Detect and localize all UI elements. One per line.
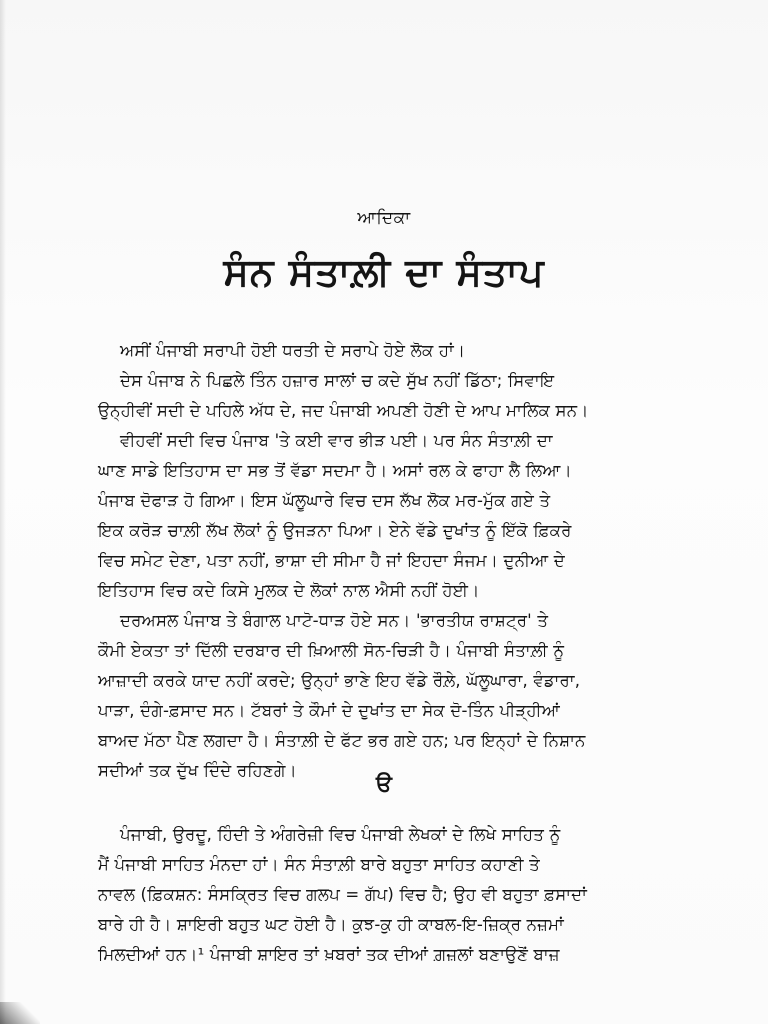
chapter-label: ਆਦਿਕਾ bbox=[357, 208, 411, 228]
text-line: ਸਦੀਆਂ ਤਕ ਦੁੱਖ ਦਿੰਦੇ ਰਹਿਣਗੇ। bbox=[98, 761, 297, 780]
body-paragraphs bbox=[98, 336, 718, 786]
text-line: ਪੰਜਾਬ ਦੋਫਾੜ ਹੋ ਗਿਆ। ਇਸ ਘੱਲੂਘਾਰੇ ਵਿਚ ਦਸ ਲੱਖ ਲੋਕ ਮਰ-ਮੁੱਕ ਗਏ ਤੇ bbox=[98, 491, 551, 510]
text-line: ਦੇਸ ਪੰਜਾਬ ਨੇ ਪਿਛਲੇ ਤਿੰਨ ਹਜ਼ਾਰ ਸਾਲਾਂ ਚ ਕਦੇ ਸੁੱਖ ਨਹੀਂ ਡਿੱਠਾ; ਸਿਵਾਇ bbox=[120, 371, 555, 390]
text-line: ਇਕ ਕਰੋੜ ਚਾਲ਼ੀ ਲੱਖ ਲੋਕਾਂ ਨੂੰ ਉਜੜਨਾ ਪਿਆ। ਏਨੇ ਵੱਡੇ ਦੁਖਾਂਤ ਨੂੰ ਇੱਕੋ ਫ਼ਿਕਰੇ bbox=[98, 521, 572, 540]
chapter-title: ਸੰਨ ਸੰਤਾਲ਼ੀ ਦਾ ਸੰਤਾਪ bbox=[223, 250, 545, 294]
scan-corner-shadow bbox=[0, 1002, 40, 1024]
text-line: ਵੀਹਵੀਂ ਸਦੀ ਵਿਚ ਪੰਜਾਬ 'ਤੇ ਕਈ ਵਾਰ ਭੀੜ ਪਈ। ਪਰ ਸੰਨ ਸੰਤਾਲ਼ੀ ਦਾ bbox=[120, 431, 553, 450]
text-line: ਕੌਮੀ ਏਕਤਾ ਤਾਂ ਦਿੱਲੀ ਦਰਬਾਰ ਦੀ ਖ਼ਿਆਲੀ ਸੋਨ-ਚਿੜੀ ਹੈ। ਪੰਜਾਬੀ ਸੰਤਾਲ਼ੀ ਨੂੰ bbox=[98, 641, 565, 660]
text-line: ਪੰਜਾਬੀ, ਉਰਦੂ, ਹਿੰਦੀ ਤੇ ਅੰਗਰੇਜ਼ੀ ਵਿਚ ਪੰਜਾਬੀ ਲੇਖਕਾਂ ਦੇ ਲਿਖੇ ਸਾਹਿਤ ਨੂੰ bbox=[120, 825, 561, 844]
text-line: ਅਸੀਂ ਪੰਜਾਬੀ ਸਰਾਪੀ ਹੋਈ ਧਰਤੀ ਦੇ ਸਰਾਪੇ ਹੋਏ ਲੋਕ ਹਾਂ। bbox=[120, 341, 466, 360]
text-line: ਬਾਰੇ ਹੀ ਹੈ। ਸ਼ਾਇਰੀ ਬਹੁਤ ਘਟ ਹੋਈ ਹੈ। ਕੁਝ-ਕੁ ਹੀ ਕਾਬਲ-ਇ-ਜ਼ਿਕ੍ਰ ਨਜ਼ਮਾਂ bbox=[98, 915, 564, 934]
body-paragraphs-2 bbox=[98, 820, 718, 970]
text-line: ਉਨ੍ਹੀਵੀਂ ਸਦੀ ਦੇ ਪਹਿਲੇ ਅੱਧ ਦੇ, ਜਦ ਪੰਜਾਬੀ ਅਪਣੀ ਹੋਣੀ ਦੇ ਆਪ ਮਾਲਿਕ ਸਨ। bbox=[98, 401, 589, 420]
text-line: ਬਾਅਦ ਮੱਠਾ ਪੈਣ ਲਗਦਾ ਹੈ। ਸੰਤਾਲ਼ੀ ਦੇ ਫੱਟ ਭਰ ਗਏ ਹਨ; ਪਰ ਇਨ੍ਹਾਂ ਦੇ ਨਿਸ਼ਾਨ bbox=[98, 731, 586, 750]
text-line: ਇਤਿਹਾਸ ਵਿਚ ਕਦੇ ਕਿਸੇ ਮੁਲਕ ਦੇ ਲੋਕਾਂ ਨਾਲ ਐਸੀ ਨਹੀਂ ਹੋਈ। bbox=[98, 581, 480, 600]
text-line: ਵਿਚ ਸਮੇਟ ਦੇਣਾ, ਪਤਾ ਨਹੀਂ, ਭਾਸ਼ਾ ਦੀ ਸੀਮਾ ਹੈ ਜਾਂ ਇਹਦਾ ਸੰਜਮ। ਦੁਨੀਆ ਦੇ bbox=[98, 551, 565, 570]
text-line: ਮੈਂ ਪੰਜਾਬੀ ਸਾਹਿਤ ਮੰਨਦਾ ਹਾਂ। ਸੰਨ ਸੰਤਾਲ਼ੀ ਬਾਰੇ ਬਹੁਤਾ ਸਾਹਿਤ ਕਹਾਣੀ ਤੇ bbox=[98, 855, 540, 874]
section-separator-glyph: ੳ bbox=[376, 772, 392, 797]
text-line: ਮਿਲਦੀਆਂ ਹਨ।¹ ਪੰਜਾਬੀ ਸ਼ਾਇਰ ਤਾਂ ਖ਼ਬਰਾਂ ਤਕ ਦੀਆਂ ਗ਼ਜ਼ਲਾਂ ਬਣਾਉਣੋਂ ਬਾਜ਼ bbox=[98, 945, 560, 964]
text-line: ਪਾੜਾ, ਦੰਗੇ-ਫ਼ਸਾਦ ਸਨ। ਟੱਬਰਾਂ ਤੇ ਕੌਮਾਂ ਦੇ ਦੁਖਾਂਤ ਦਾ ਸੇਕ ਦੋ-ਤਿੰਨ ਪੀੜ੍ਹੀਆਂ bbox=[98, 701, 560, 720]
text-line: ਦਰਅਸਲ ਪੰਜਾਬ ਤੇ ਬੰਗਾਲ ਪਾਟੋ-ਧਾੜ ਹੋਏ ਸਨ। 'ਭਾਰਤੀਯ ਰਾਸ਼ਟ੍ਰ' ਤੇ bbox=[120, 611, 549, 630]
text-line: ਆਜ਼ਾਦੀ ਕਰਕੇ ਯਾਦ ਨਹੀਂ ਕਰਦੇ; ਉਨ੍ਹਾਂ ਭਾਣੇ ਇਹ ਵੱਡੇ ਰੌਲ਼ੇ, ਘੱਲੂਘਾਰਾ, ਵੰਡਾਰਾ, bbox=[98, 671, 581, 690]
text-line: ਘਾਣ ਸਾਡੇ ਇਤਿਹਾਸ ਦਾ ਸਭ ਤੋਂ ਵੱਡਾ ਸਦਮਾ ਹੈ। ਅਸਾਂ ਰਲ ਕੇ ਫਾਹਾ ਲੈ ਲਿਆ। bbox=[98, 461, 572, 480]
scan-shadow bbox=[0, 0, 6, 1024]
text-line: ਨਾਵਲ (ਫ਼ਿਕਸ਼ਨ: ਸੰਸਕ੍ਰਿਤ ਵਿਚ ਗਲਪ = ਗੱਪ) ਵਿਚ ਹੈ; ਉਹ ਵੀ ਬਹੁਤਾ ਫ਼ਸਾਦਾਂ bbox=[98, 885, 587, 904]
